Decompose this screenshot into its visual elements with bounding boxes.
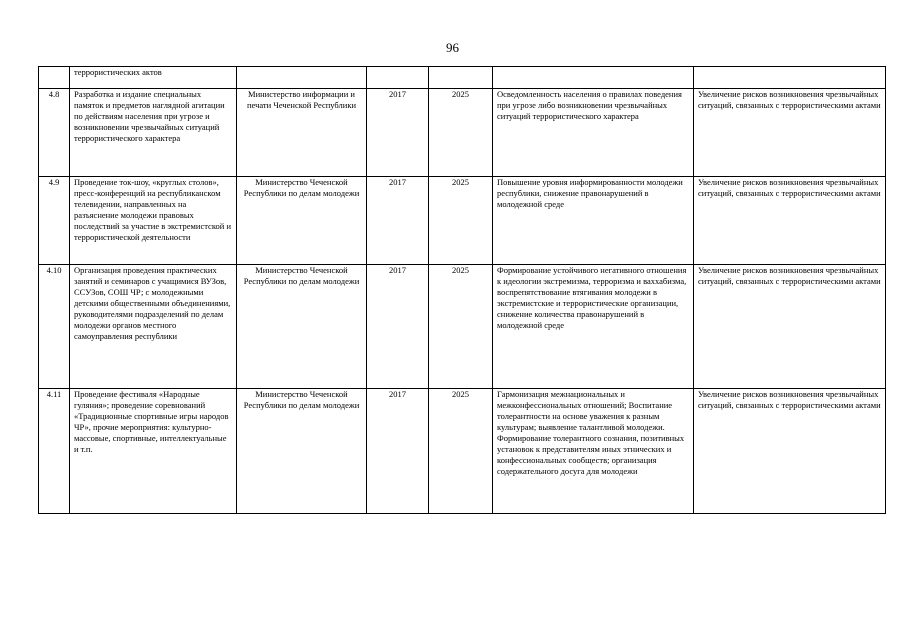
- cell-event: террористических актов: [70, 67, 237, 89]
- row-number: 4.11: [39, 389, 70, 514]
- executor-text: Министерство Чеченской Республики по делам молодежи: [237, 265, 367, 389]
- cell-risk: [694, 67, 886, 89]
- end-year: 2025: [429, 177, 493, 265]
- row-number: 4.9: [39, 177, 70, 265]
- risk-text: Увеличение рисков возникновения чрезвычайных ситуаций, связанных с террористическими актами: [694, 389, 886, 514]
- cell-num: [39, 67, 70, 89]
- result-text: Повышение уровня информированности молодежи республики, снижение правонарушений в молодежной среде: [493, 177, 694, 265]
- end-year: 2025: [429, 89, 493, 177]
- executor-text: Министерство Чеченской Республики по делам молодежи: [237, 177, 367, 265]
- risk-text: Увеличение рисков возникновения чрезвычайных ситуаций, связанных с террористическими актами: [694, 89, 886, 177]
- start-year: 2017: [367, 89, 429, 177]
- page-number: 96: [446, 40, 459, 55]
- end-year: 2025: [429, 265, 493, 389]
- start-year: 2017: [367, 265, 429, 389]
- cell-end: [429, 67, 493, 89]
- row-number: 4.8: [39, 89, 70, 177]
- event-text: Проведение ток-шоу, «круглых столов», пресс-конференций на республиканском телевидении, направленных на разъяснение молодежи правовых последствий за участие в экстремистской и террористической деятельности: [70, 177, 237, 265]
- measures-table: [38, 66, 886, 514]
- start-year: 2017: [367, 389, 429, 514]
- start-year: 2017: [367, 177, 429, 265]
- risk-text: Увеличение рисков возникновения чрезвычайных ситуаций, связанных с террористическими актами: [694, 265, 886, 389]
- result-text: Осведомленность населения о правилах поведения при угрозе либо возникновении чрезвычайных ситуаций террористического характера: [493, 89, 694, 177]
- result-text: Гармонизация межнациональных и межконфессиональных отношений; Воспитание толерантности на основе уважения к разным культурам; выявление талантливой молодежи. Формирование толерантного сознания, позитивных установок к представителям иных этнических и конфессиональных сообществ; организация содержательного досуга для молодежи: [493, 389, 694, 514]
- cell-executor: [237, 67, 367, 89]
- table-row: [39, 265, 886, 389]
- cell-start: [367, 67, 429, 89]
- carry-over-row: [39, 67, 886, 89]
- row-number: 4.10: [39, 265, 70, 389]
- executor-text: Министерство Чеченской Республики по делам молодежи: [237, 389, 367, 514]
- cell-result: [493, 67, 694, 89]
- event-text: Проведение фестиваля «Народные гуляния»; проведение соревнований «Традиционные спортивные игры народов ЧР», прочие мероприятия: культурно-массовые, спортивные, интеллектуальные и т.п.: [70, 389, 237, 514]
- executor-text: Министерство информации и печати Чеченской Республики: [237, 89, 367, 177]
- table-row: [39, 389, 886, 514]
- table-row: [39, 177, 886, 265]
- end-year: 2025: [429, 389, 493, 514]
- table-row: [39, 89, 886, 177]
- risk-text: Увеличение рисков возникновения чрезвычайных ситуаций, связанных с террористическими актами: [694, 177, 886, 265]
- result-text: Формирование устойчивого негативного отношения к идеологии экстремизма, терроризма и ваххабизма, воспрепятствование втягивания молодежи в экстремистские и террористические организации, снижение количества правонарушений в молодежной среде: [493, 265, 694, 389]
- event-text: Разработка и издание специальных памяток и предметов наглядной агитации по действиям населения при угрозе и возникновении чрезвычайных ситуаций террористического характера: [70, 89, 237, 177]
- event-text: Организация проведения практических занятий и семинаров с учащимися ВУЗов, ССУЗов, СОШ ЧР; с молодежными детскими общественными объединениями, руководителями подразделений по делам молодежи органов местного самоуправления республики: [70, 265, 237, 389]
